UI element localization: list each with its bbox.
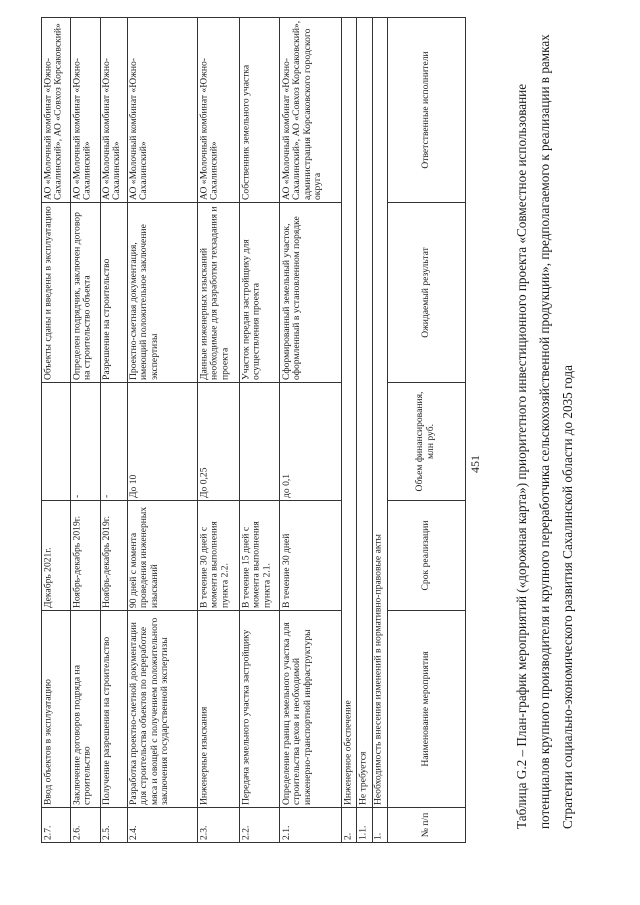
table-row (127, 18, 197, 843)
row-num: 1.1. (357, 808, 372, 843)
row-num: 2.4. (127, 808, 197, 843)
row-result: Объекты сданы и введены в эксплуатацию (42, 203, 71, 383)
row-responsible: АО «Молочный комбинат «Южно-Сахалинский» (100, 18, 127, 203)
row-responsible: АО «Молочный комбинат «Южно-Сахалинский», АО «Совхоз Корсаковский», администрация Корсаковского городского округа (280, 18, 342, 203)
row-responsible: АО «Молочный комбинат «Южно-Сахалинский» (71, 18, 100, 203)
row-result: Проектно-сметная документация, имеющий положительное заключение экспертизы (127, 203, 197, 383)
row-term: В течение 30 дней (280, 501, 342, 611)
row-name: Получение разрешения на строительство (100, 611, 127, 808)
road-map-table (41, 17, 466, 843)
row-volume (239, 383, 280, 501)
row-result: Определен подрядчик, заключен договор на строительство объекта (71, 203, 100, 383)
row-num: 1. (372, 808, 387, 843)
row-name: Передача земельного участка застройщику (239, 611, 280, 808)
row-term: В течение 15 дней с момента выполнения пункта 2.1. (239, 501, 280, 611)
row-name: Определение границ земельного участка для строительства цехов и необходимой инженерно-транспортной инфраструктуры (280, 611, 342, 808)
row-volume: - (100, 383, 127, 501)
row-name: Заключение договоров подряда на строительство (71, 611, 100, 808)
title-line: Таблица G.2 – План-график мероприятий («дорожная карта») приоритетного инвестиционного проекта «Совместное использование (514, 83, 529, 829)
row-volume: До 10 (127, 383, 197, 501)
row-num: 2.2. (239, 808, 280, 843)
row-result: Участок передан застройщику для осуществления проекта (239, 203, 280, 383)
section-title: Не требуется (357, 18, 372, 808)
row-num: 2.5. (100, 808, 127, 843)
title-line: Стратегии социально-экономического развития Сахалинской области до 2035 года (560, 365, 575, 829)
table-row (71, 18, 100, 843)
table-row (100, 18, 127, 843)
col-header-responsible: Ответственные исполнители (388, 18, 466, 203)
title-line: потенциалов крупного производителя и крупного переработчика сельскохозяйственной продукции», предполагаемого к реализации в рамках (537, 34, 552, 829)
table-row (357, 18, 372, 843)
col-header-term: Срок реализации (388, 501, 466, 611)
row-volume: - (71, 383, 100, 501)
row-num: 2.6. (71, 808, 100, 843)
row-term: Ноябрь-декабрь 2019г. (71, 501, 100, 611)
row-responsible: АО «Молочный комбинат «Южно-Сахалинский», АО «Совхоз Корсаковский» (42, 18, 71, 203)
table-row (342, 18, 357, 843)
page-number: 451 (468, 455, 482, 473)
table-row (239, 18, 280, 843)
row-term: Ноябрь-декабрь 2019г. (100, 501, 127, 611)
row-responsible: Собственник земельного участка (239, 18, 280, 203)
row-num: 2. (342, 808, 357, 843)
row-num: 2.3. (197, 808, 239, 843)
table-row (280, 18, 342, 843)
row-result: Разрешение на строительство (100, 203, 127, 383)
table-title (510, 29, 579, 829)
table-row (197, 18, 239, 843)
row-result: Данные инженерных изысканий необходимые для разработки техзадания и проекта (197, 203, 239, 383)
row-name: Инженерные изыскания (197, 611, 239, 808)
col-header-result: Ожидаемый результат (388, 203, 466, 383)
row-volume: До 0,25 (197, 383, 239, 501)
row-term: 90 дней с момента проведения инженерных изысканий (127, 501, 197, 611)
row-num: 2.7. (42, 808, 71, 843)
row-volume (42, 383, 71, 501)
row-term: Декабрь 2021г. (42, 501, 71, 611)
row-result: Сформированный земельный участок, оформленный в установленном порядке (280, 203, 342, 383)
section-title: Инженерное обеспечение (342, 18, 357, 808)
col-header-name: Наименование мероприятия (388, 611, 466, 808)
table-row (372, 18, 387, 843)
col-header-num: № п/п (388, 808, 466, 843)
row-name: Ввод объектов в эксплуатацию (42, 611, 71, 808)
section-title: Необходимость внесения изменений в нормативно-правовые акты (372, 18, 387, 808)
row-name: Разработка проектно-сметной документации для строительства объектов по переработке мяса и овощей с получением положительного заключения государственной экспертизы (127, 611, 197, 808)
row-term: В течение 30 дней с момента выполнения пункта 2.2. (197, 501, 239, 611)
row-num: 2.1. (280, 808, 342, 843)
table-header-row (388, 18, 466, 843)
col-header-volume: Объем финансирования, млн руб. (388, 383, 466, 501)
row-responsible: АО «Молочный комбинат «Южно-Сахалинский» (127, 18, 197, 203)
row-responsible: АО «Молочный комбинат «Южно-Сахалинский» (197, 18, 239, 203)
row-volume: до 0,1 (280, 383, 342, 501)
table-row (42, 18, 71, 843)
